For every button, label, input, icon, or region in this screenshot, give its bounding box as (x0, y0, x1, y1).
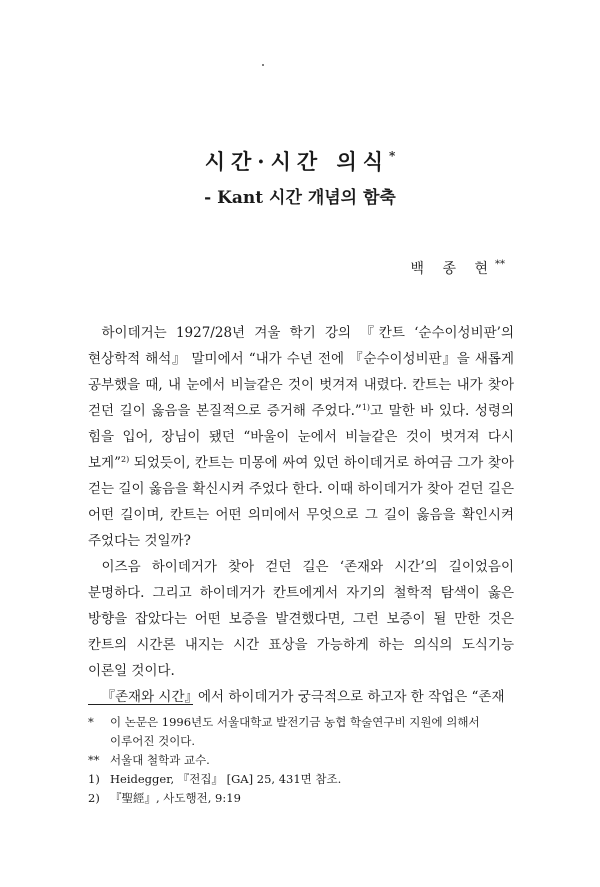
scan-speck (262, 64, 264, 66)
footnotes (88, 713, 514, 808)
paragraph-1 (88, 320, 514, 554)
footnote (88, 770, 514, 789)
footnote (88, 789, 514, 808)
author-line (411, 258, 505, 278)
footnote (88, 751, 514, 770)
footnote-text: Heidegger, 『전집』 [GA] 25, 431면 참조. (110, 772, 342, 786)
paper-subtitle: - Kant 시간 개념의 함축 (204, 188, 396, 208)
paragraph-1-part-b: 고 말한 바 있다. 성령의 힘을 입어, 장님이 됐던 “바울이 눈에서 비늘같은 것이 벗겨져 다시 보게” (88, 403, 514, 471)
paragraph-3: 『존재와 시간』에서 하이데거가 궁극적으로 하고자 한 작업은 “존재 (101, 689, 505, 705)
footnote-text: 서울대 철학과 교수. (110, 753, 210, 767)
title-text: 시간·시간 의식 (204, 149, 390, 174)
author-name: 백 종 현 (410, 261, 495, 277)
author-footnote-mark: ** (495, 259, 505, 270)
footnote-ref-2: 2) (120, 455, 130, 464)
footnote-mark: 2) (88, 791, 100, 805)
paragraph-1-part-a: 하이데거는 1927/28년 겨울 학기 강의 『칸트 ‘순수이성비판’의 현상학적 해석』 말미에서 “내가 수년 전에 『순수이성비판』을 새롭게 공부했을 때, 내 눈에서 비늘같은 것이 벗겨져 내렸다. 칸트는 내가 찾아 걷던 길이 옳음을 본질적으로 증거해 주었다.” (88, 325, 514, 419)
footnote-text: 이 논문은 1996년도 서울대학교 발전기금 농협 학술연구비 지원에 의해서 이루어진 것이다. (110, 715, 480, 748)
footnote-mark: * (88, 715, 94, 729)
footnote-divider (88, 704, 193, 705)
footnote-text: 『聖經』, 사도행전, 9:19 (110, 791, 241, 805)
footnote-mark: 1) (88, 772, 100, 786)
paper-title (0, 146, 600, 176)
footnote-ref-1: 1) (361, 403, 371, 412)
title-footnote-mark: * (389, 149, 396, 163)
footnote-mark: ** (88, 753, 100, 767)
footnote (88, 713, 514, 751)
paragraph-1-part-c: 되었듯이, 칸트는 미몽에 싸여 있던 하이데거로 하여금 그가 찾아 걷는 길이 옳음을 확신시켜 주었다 한다. 이때 하이데거가 찾아 걷던 길은 어떤 길이며, 칸트는 어떤 의미에서 무엇으로 그 길이 옳음을 확인시켜 주었다는 것일까? (88, 455, 514, 549)
body-text (88, 320, 514, 710)
paragraph-2: 이즈음 하이데거가 찾아 걷던 길은 ‘존재와 시간’의 길이었음이 분명하다. 그리고 하이데거가 칸트에게서 자기의 철학적 탐색이 옳은 방향을 잡았다는 어떤 보증을 발견했다면, 그런 보증이 될 만한 것은 칸트의 시간론 내지는 시간 표상을 가능하게 하는 의식의 도식기능 이론일 것이다. (88, 559, 514, 679)
